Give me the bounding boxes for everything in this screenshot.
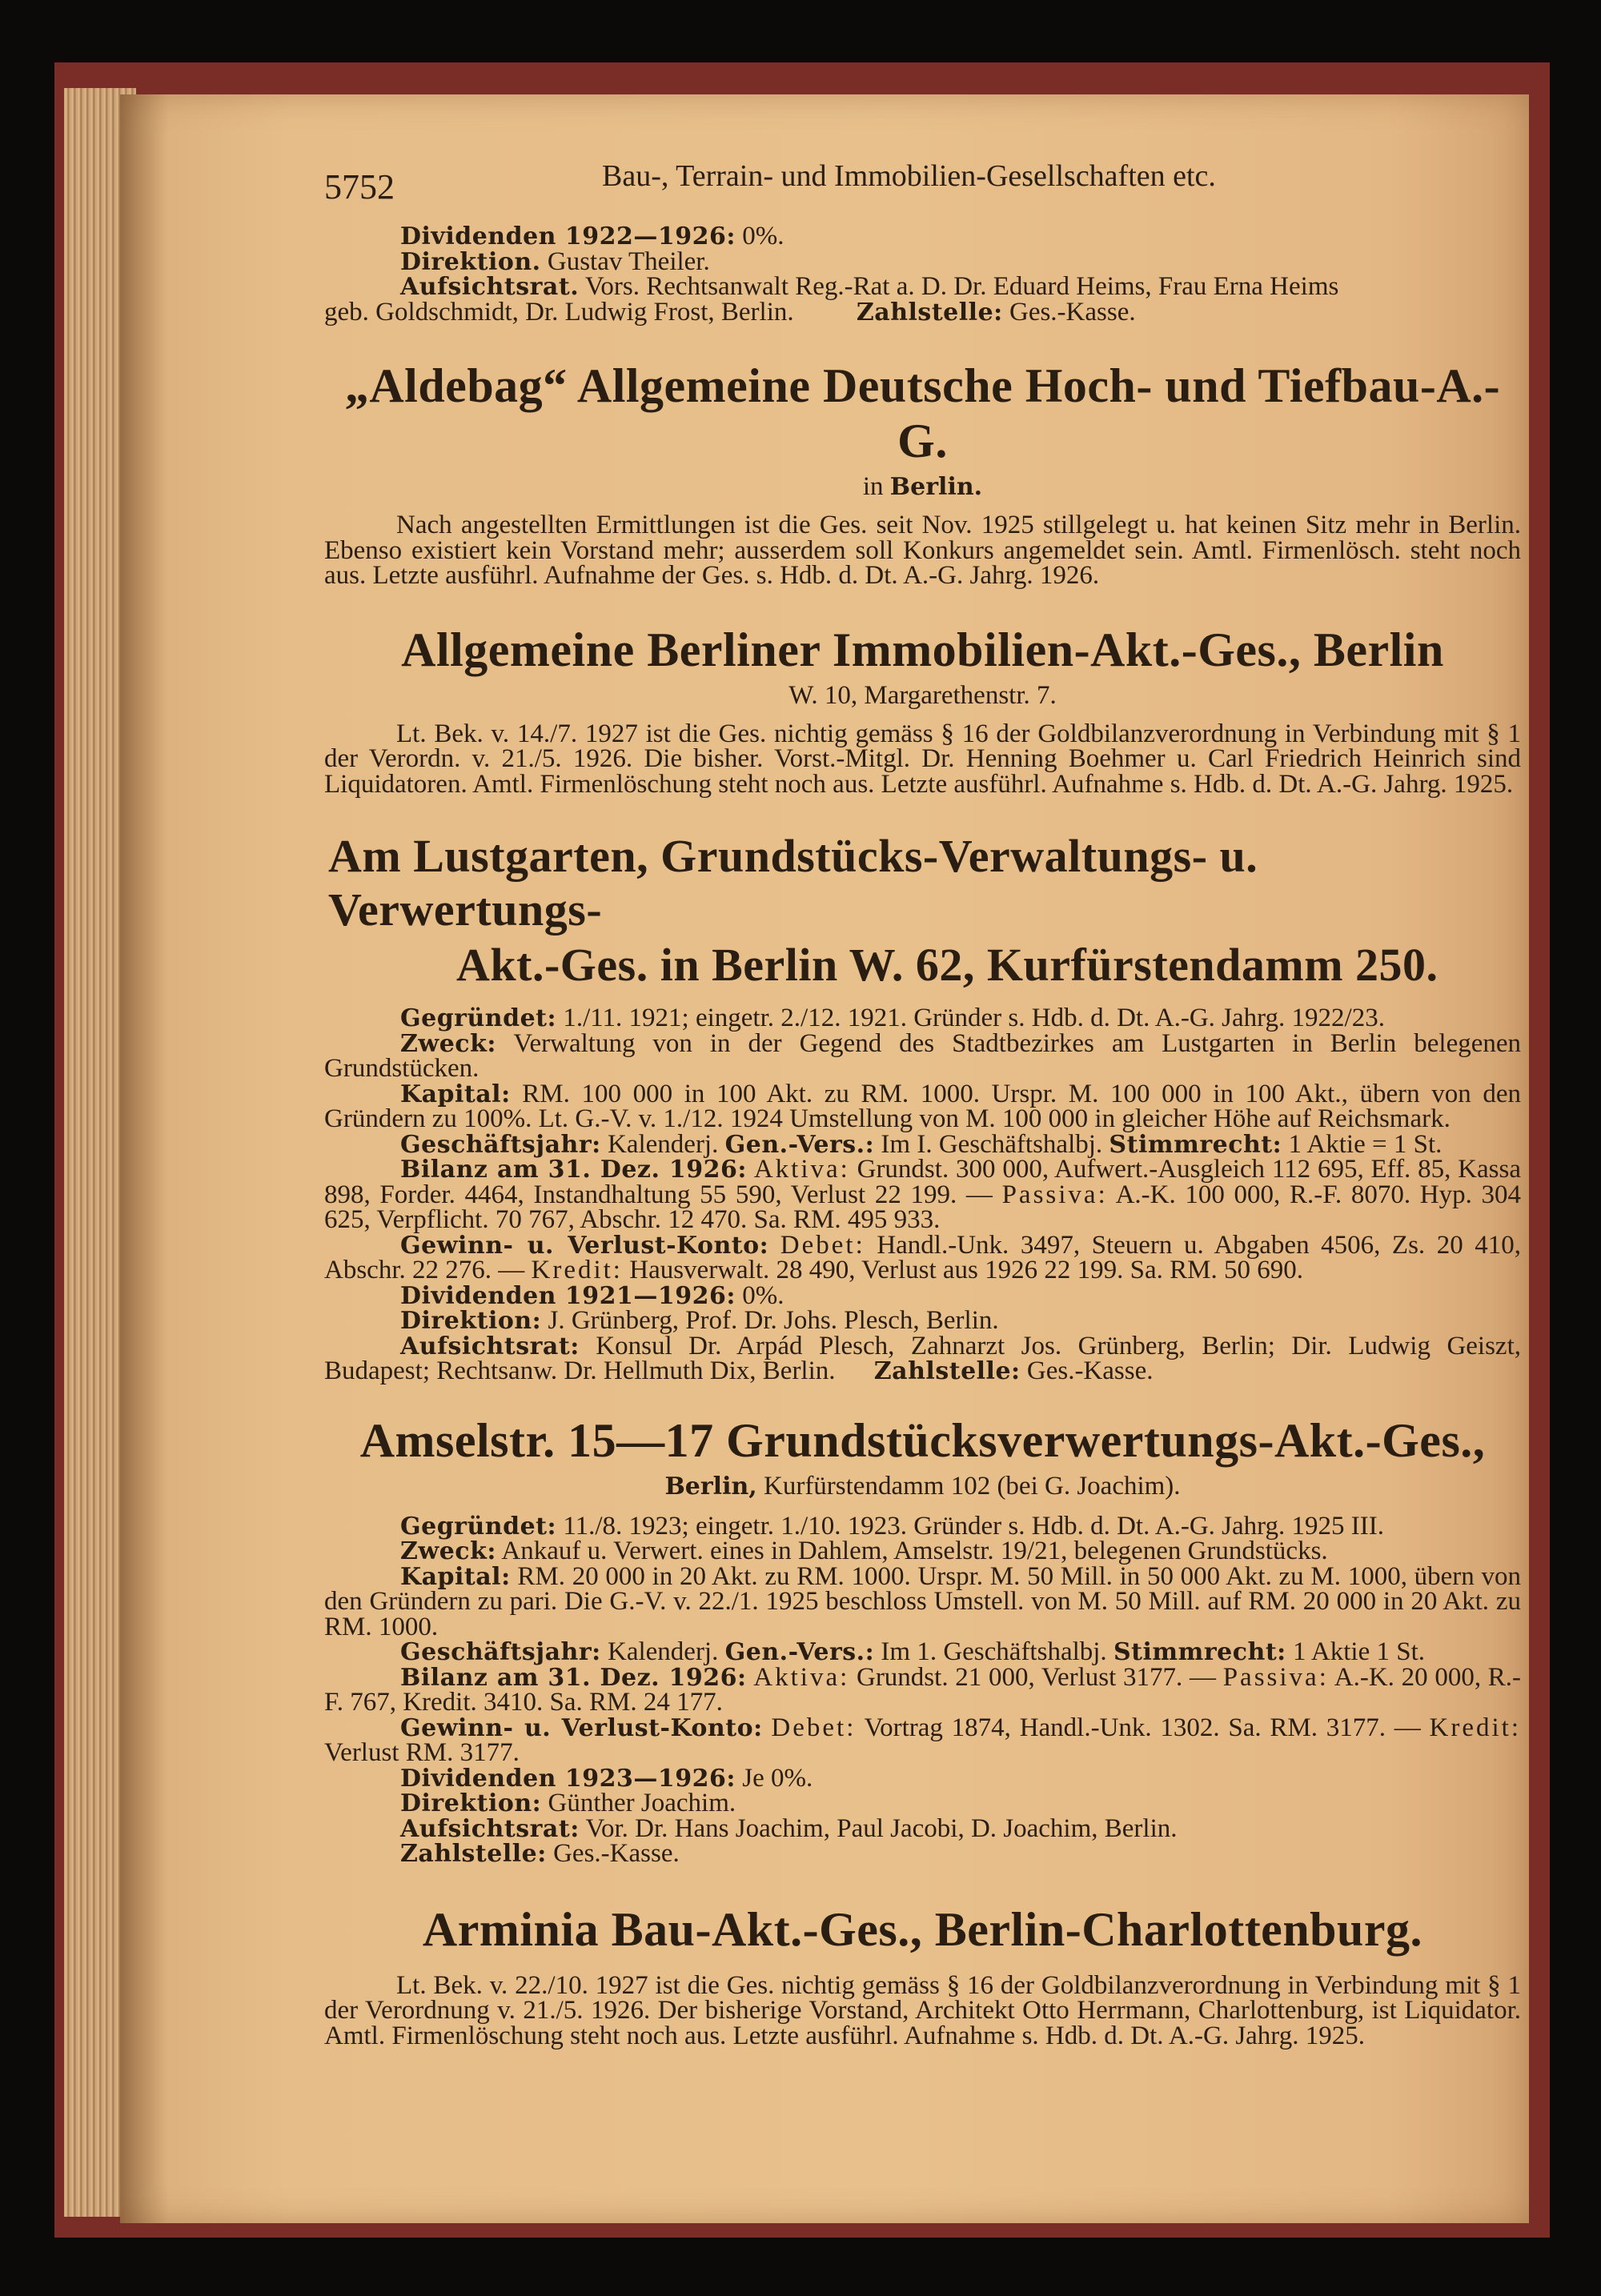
lustgarten-paying-label: Zahlstelle: [873,1357,1021,1385]
lustgarten-fiscal-label: Geschäftsjahr: [400,1130,601,1159]
amselstr-supervisory-label: Aufsichtsrat: [400,1814,580,1843]
allgemeine-berliner-address: W. 10, Margarethenstr. 7. [788,680,1057,710]
amselstr-purpose-value: Ankauf u. Verwert. eines in Dahlem, Amselstr. 19/21, belegenen Grundstücks. [501,1537,1328,1565]
lustgarten-gm-label: Gen.-Vers.: [724,1130,875,1159]
amselstr-capital-value: RM. 20 000 in 20 Akt. zu RM. 1000. Urspr. M. 50 Mill. in 50 000 Akt. zu M. 1000, übern von den Gründern zu pari. Die G.-V. v. 22./1. 1925 beschloss Umstell. von M. 50 Mill. auf RM. 20 000 in 20 Akt. zu RM. 1000. [324,1561,1521,1641]
lustgarten-assets: Grundst. 300 000, Aufwert.-Ausgleich 112 695, Eff. 85, Kassa 898, Forder. 4464, Instandhaltung 55 590, Verlust 22 199. — [324,1155,1521,1209]
amselstr-dividends-label: Dividenden 1923—1926: [400,1764,736,1793]
allgemeine-berliner-title: Allgemeine Berliner Immobilien-Akt.-Ges., Berlin [401,623,1444,676]
arminia-text: Lt. Bek. v. 22./10. 1927 ist die Ges. nichtig gemäss § 16 der Goldbilanzverordnung in Verbindung mit § 1 der Verordnung v. 21./5. 1926. Der bisherige Vorstand, Architekt Otto Herrmann, Charlottenburg, ist Liquidator. Amtl. Firmenlöschung steht noch aus. Letzte ausführl. Aufnahme s. Hdb. d. Dt. A.-G. Jahrg. 1925. [324,1970,1521,2050]
lustgarten-supervisory-label: Aufsichtsrat: [400,1332,580,1360]
entry-amselstr [200,1413,1521,1867]
top-supervisory-value-2: geb. Goldschmidt, Dr. Ludwig Frost, Berlin. [324,297,794,327]
amselstr-balance-label: Bilanz am 31. Dez. 1926: [400,1663,747,1692]
gutter-shadow [120,94,168,2223]
top-supervisory-value-1: Vors. Rechtsanwalt Reg.-Rat a. D. Dr. Eduard Heims, Frau Erna Heims [584,272,1339,301]
aldebag-location: Berlin. [889,473,983,501]
amselstr-assets-label: Aktiva: [753,1662,850,1692]
aldebag-text: Nach angestellten Ermittlungen ist die Ges. seit Nov. 1925 stillgelegt u. hat keinen Sitz mehr in Berlin. Ebenso existiert kein Vorstand mehr; ausserdem soll Konkurs angemeldet sein. Amtl. Firmenlösch. steht noch aus. Letzte ausführl. Aufnahme der Ges. s. Hdb. d. Dt. A.-G. Jahrg. 1926. [324,511,1521,590]
amselstr-purpose-label: Zweck: [400,1537,496,1565]
amselstr-credit-label: Kredit: [1429,1713,1522,1742]
amselstr-dividends-value: Je 0%. [742,1763,813,1793]
lustgarten-capital-value: RM. 100 000 in 100 Akt. zu RM. 1000. Urspr. M. 100 000 in 100 Akt., übern von den Gründern zu 100%. Lt. G.-V. v. 1./12. 1924 Umstellung von M. 100 000 in gleicher Höhe auf Reichsmark. [324,1079,1521,1133]
allgemeine-berliner-text: Lt. Bek. v. 14./7. 1927 ist die Ges. nichtig gemäss § 16 der Goldbilanzverordnung in Verbindung mit § 1 der Verordn. v. 21./5. 1926. Die bisher. Vorst.-Mitgl. Dr. Henning Boehmer u. Carl Friedrich Heinrich sind Liquidatoren. Amtl. Firmenlöschung steht noch aus. Letzte ausführl. Aufnahme s. Hdb. d. Dt. A.-G. Jahrg. 1925. [324,719,1521,799]
lustgarten-assets-label: Aktiva: [753,1155,850,1184]
lustgarten-board-value: J. Grünberg, Prof. Dr. Johs. Plesch, Berlin. [548,1306,999,1335]
lustgarten-debit: Handl.-Unk. 3497, Steuern u. Abgaben 4506, Zs. 20 410, Abschr. 22 276. — [324,1230,1522,1284]
amselstr-board-label: Direktion: [400,1789,542,1817]
top-dividends-label: Dividenden 1922—1926: [400,222,736,250]
amselstr-credit: Verlust RM. 3177. [324,1738,520,1767]
amselstr-vote-label: Stimmrecht: [1113,1638,1286,1666]
running-header [200,152,1521,208]
lustgarten-pl-label: Gewinn- u. Verlust-Konto: [400,1231,769,1260]
entry-aldebag [200,359,1521,589]
lustgarten-purpose-label: Zweck: [400,1029,496,1058]
amselstr-liab-label: Passiva: [1222,1662,1329,1692]
entry-am-lustgarten [200,829,1521,1384]
lustgarten-vote-label: Stimmrecht: [1109,1130,1282,1159]
top-paying-value: Ges.-Kasse. [1009,297,1136,327]
amselstr-paying-value: Ges.-Kasse. [553,1839,680,1868]
top-dividends-value: 0%. [742,222,784,250]
top-supervisory-label: Aufsichtsrat. [400,273,580,301]
lustgarten-liab: A.-K. 100 000, R.-F. 8070. Hyp. 304 625, Verpflicht. 70 767, Abschr. 12 470. Sa. RM. 495 933. [324,1180,1521,1234]
amselstr-gm-value: Im 1. Geschäftshalbj. [881,1637,1107,1666]
amselstr-fiscal-value: Kalenderj. [608,1637,719,1666]
lustgarten-board-label: Direktion: [400,1307,542,1335]
lustgarten-title-line1: Am Lustgarten, Grundstücks-Verwaltungs- u. Verwertungs- [328,830,1258,936]
lustgarten-debit-label: Debet: [780,1230,865,1260]
lustgarten-supervisory-value: Konsul Dr. Arpád Plesch, Zahnarzt Jos. Grünberg, Berlin; Dir. Ludwig Geiszt, Budapest; Rechtsanw. Dr. Hellmuth Dix, Berlin. [324,1331,1521,1385]
amselstr-board-value: Günther Joachim. [548,1789,736,1817]
amselstr-capital-label: Kapital: [400,1562,511,1591]
entry-allgemeine-berliner [200,623,1521,798]
lustgarten-capital-label: Kapital: [400,1080,511,1108]
lustgarten-vote-value: 1 Aktie = 1 St. [1288,1129,1443,1159]
amselstr-paying-label: Zahlstelle: [400,1840,547,1868]
aldebag-location-prefix: in [862,472,884,501]
lustgarten-credit: Hausverwalt. 28 490, Verlust aus 1926 22 199. Sa. RM. 50 690. [629,1256,1303,1284]
lustgarten-dividends-value: 0%. [742,1280,784,1310]
amselstr-debit: Vortrag 1874, Handl.-Unk. 1302. Sa. RM. 3177. — [864,1713,1421,1742]
lustgarten-founded-value: 1./11. 1921; eingetr. 2./12. 1921. Gründer s. Hdb. d. Dt. A.-G. Jahrg. 1922/23. [563,1004,1385,1032]
amselstr-vote-value: 1 Aktie 1 St. [1293,1637,1426,1666]
amselstr-fiscal-label: Geschäftsjahr: [400,1638,601,1666]
running-title: Bau-, Terrain- und Immobilien-Gesellschaften etc. [602,159,1216,193]
aldebag-title: „Aldebag“ Allgemeine Deutsche Hoch- und Tiefbau-A.-G. [344,359,1501,467]
lustgarten-paying-value: Ges.-Kasse. [1026,1356,1154,1385]
top-board-label: Direktion. [400,247,541,276]
amselstr-location: Berlin, [664,1472,757,1501]
lustgarten-liab-label: Passiva: [1001,1180,1108,1209]
amselstr-assets: Grundst. 21 000, Verlust 3177. — [856,1662,1216,1692]
amselstr-supervisory-value: Vor. Dr. Hans Joachim, Paul Jacobi, D. Joachim, Berlin. [585,1813,1178,1843]
amselstr-title: Amselstr. 15—17 Grundstücksverwertungs-Akt.-Ges., [359,1413,1486,1467]
amselstr-debit-label: Debet: [771,1713,857,1742]
amselstr-liab: A.-K. 20 000, R.-F. 767, Kredit. 3410. Sa. RM. 24 177. [324,1662,1522,1717]
page-content [200,152,1521,2049]
lustgarten-gm-value: Im I. Geschäftshalbj. [881,1129,1103,1159]
lustgarten-title-line2: Akt.-Ges. in Berlin W. 62, Kurfürstendamm 250. [456,939,1438,991]
top-entry [200,224,1521,325]
amselstr-gm-label: Gen.-Vers.: [724,1638,875,1666]
amselstr-pl-label: Gewinn- u. Verlust-Konto: [400,1713,763,1742]
lustgarten-dividends-label: Dividenden 1921—1926: [400,1281,736,1310]
lustgarten-fiscal-value: Kalenderj. [608,1129,719,1159]
top-paying-label: Zahlstelle: [856,298,1003,327]
arminia-title: Arminia Bau-Akt.-Ges., Berlin-Charlottenburg. [422,1902,1423,1956]
entry-arminia [200,1902,1521,2050]
top-board-value: Gustav Theiler. [547,246,710,276]
lustgarten-balance-label: Bilanz am 31. Dez. 1926: [400,1156,747,1184]
lustgarten-credit-label: Kredit: [531,1256,623,1284]
page-number: 5752 [324,167,395,206]
lustgarten-purpose-value: Verwaltung von in der Gegend des Stadtbezirkes am Lustgarten in Berlin belegenen Grundstücken. [324,1028,1522,1083]
lustgarten-founded-label: Gegründet: [400,1004,557,1032]
amselstr-founded-value: 11./8. 1923; eingetr. 1./10. 1923. Gründer s. Hdb. d. Dt. A.-G. Jahrg. 1925 III. [563,1511,1385,1541]
amselstr-founded-label: Gegründet: [400,1512,557,1541]
amselstr-location-rest: Kurfürstendamm 102 (bei G. Joachim). [764,1471,1181,1501]
